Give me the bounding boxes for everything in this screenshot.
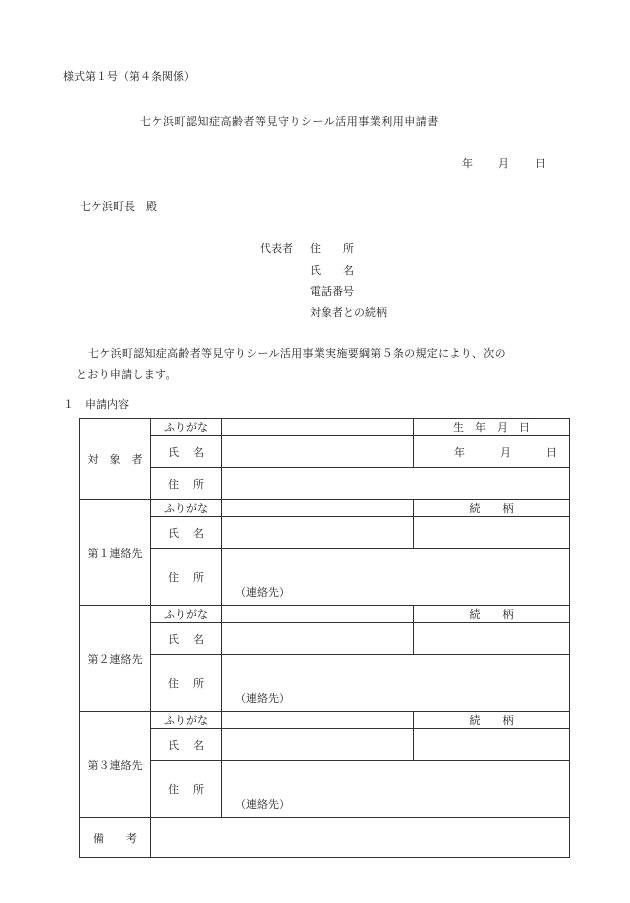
contact3-name-field[interactable]	[222, 729, 414, 761]
contact3-furigana-label: ふりがな	[151, 712, 222, 729]
document-title: 七ケ浜町認知症高齢者等見守りシール活用事業利用申請書	[140, 115, 439, 128]
contact3-address-label: 住 所	[151, 761, 222, 818]
target-furigana-field[interactable]	[222, 419, 414, 436]
form-number: 様式第１号（第４条関係）	[63, 70, 195, 83]
contact2-furigana-field[interactable]	[222, 606, 414, 623]
section-heading: １ 申請内容	[63, 398, 129, 411]
contact1-address-field[interactable]	[222, 549, 570, 606]
body-line-2: とおり申請します。	[76, 368, 177, 381]
contact2-name-field[interactable]	[222, 623, 414, 655]
remarks-label: 備 考	[80, 818, 151, 858]
target-address-label: 住 所	[151, 468, 222, 500]
contact1-name-field[interactable]	[222, 517, 414, 549]
contact2-address-label: 住 所	[151, 655, 222, 712]
contact3-relation-field[interactable]	[414, 729, 570, 761]
birthdate-header: 生 年 月 日	[414, 419, 570, 436]
applicant-phone-label: 電話番号	[310, 285, 354, 298]
contact2-furigana-label: ふりがな	[151, 606, 222, 623]
target-name-field[interactable]	[222, 436, 414, 468]
contact1-furigana-field[interactable]	[222, 500, 414, 517]
target-section-label: 対 象 者	[80, 419, 151, 500]
contact2-contact-note: （連絡先）	[235, 692, 290, 705]
applicant-address-label: 住 所	[310, 242, 354, 255]
birth-year-label: 年	[454, 445, 465, 459]
applicant-relation-label: 対象者との続柄	[310, 306, 387, 319]
contact1-relation-field[interactable]	[414, 517, 570, 549]
contact3-name-label: 氏 名	[151, 729, 222, 761]
contact1-section-label: 第１連絡先	[80, 500, 151, 606]
contact1-furigana-label: ふりがな	[151, 500, 222, 517]
contact3-section-label: 第３連絡先	[80, 712, 151, 818]
contact3-relation-header: 続 柄	[414, 712, 570, 729]
date-day-label: 日	[535, 157, 546, 170]
birthdate-field[interactable]	[414, 436, 570, 468]
body-line-1: 七ケ浜町認知症高齢者等見守りシール活用事業実施要綱第５条の規定により、次の	[88, 347, 506, 360]
date-month-label: 月	[498, 157, 509, 170]
target-address-field[interactable]	[222, 468, 570, 500]
contact3-contact-note: （連絡先）	[235, 798, 290, 811]
applicant-heading: 代表者	[260, 242, 293, 255]
contact1-name-label: 氏 名	[151, 517, 222, 549]
contact2-relation-field[interactable]	[414, 623, 570, 655]
remarks-field[interactable]	[151, 818, 570, 858]
birth-month-label: 月	[500, 445, 511, 459]
contact1-relation-header: 続 柄	[414, 500, 570, 517]
addressee: 七ケ浜町長 殿	[80, 200, 157, 213]
contact1-contact-note: （連絡先）	[235, 586, 290, 599]
contact2-name-label: 氏 名	[151, 623, 222, 655]
contact2-section-label: 第２連絡先	[80, 606, 151, 712]
contact2-relation-header: 続 柄	[414, 606, 570, 623]
target-name-label: 氏 名	[151, 436, 222, 468]
contact3-address-field[interactable]	[222, 761, 570, 818]
contact1-address-label: 住 所	[151, 549, 222, 606]
application-table	[79, 418, 570, 858]
birth-day-label: 日	[546, 445, 557, 459]
applicant-name-label: 氏 名	[310, 264, 354, 277]
target-furigana-label: ふりがな	[151, 419, 222, 436]
date-year-label: 年	[462, 157, 473, 170]
contact3-furigana-field[interactable]	[222, 712, 414, 729]
contact2-address-field[interactable]	[222, 655, 570, 712]
